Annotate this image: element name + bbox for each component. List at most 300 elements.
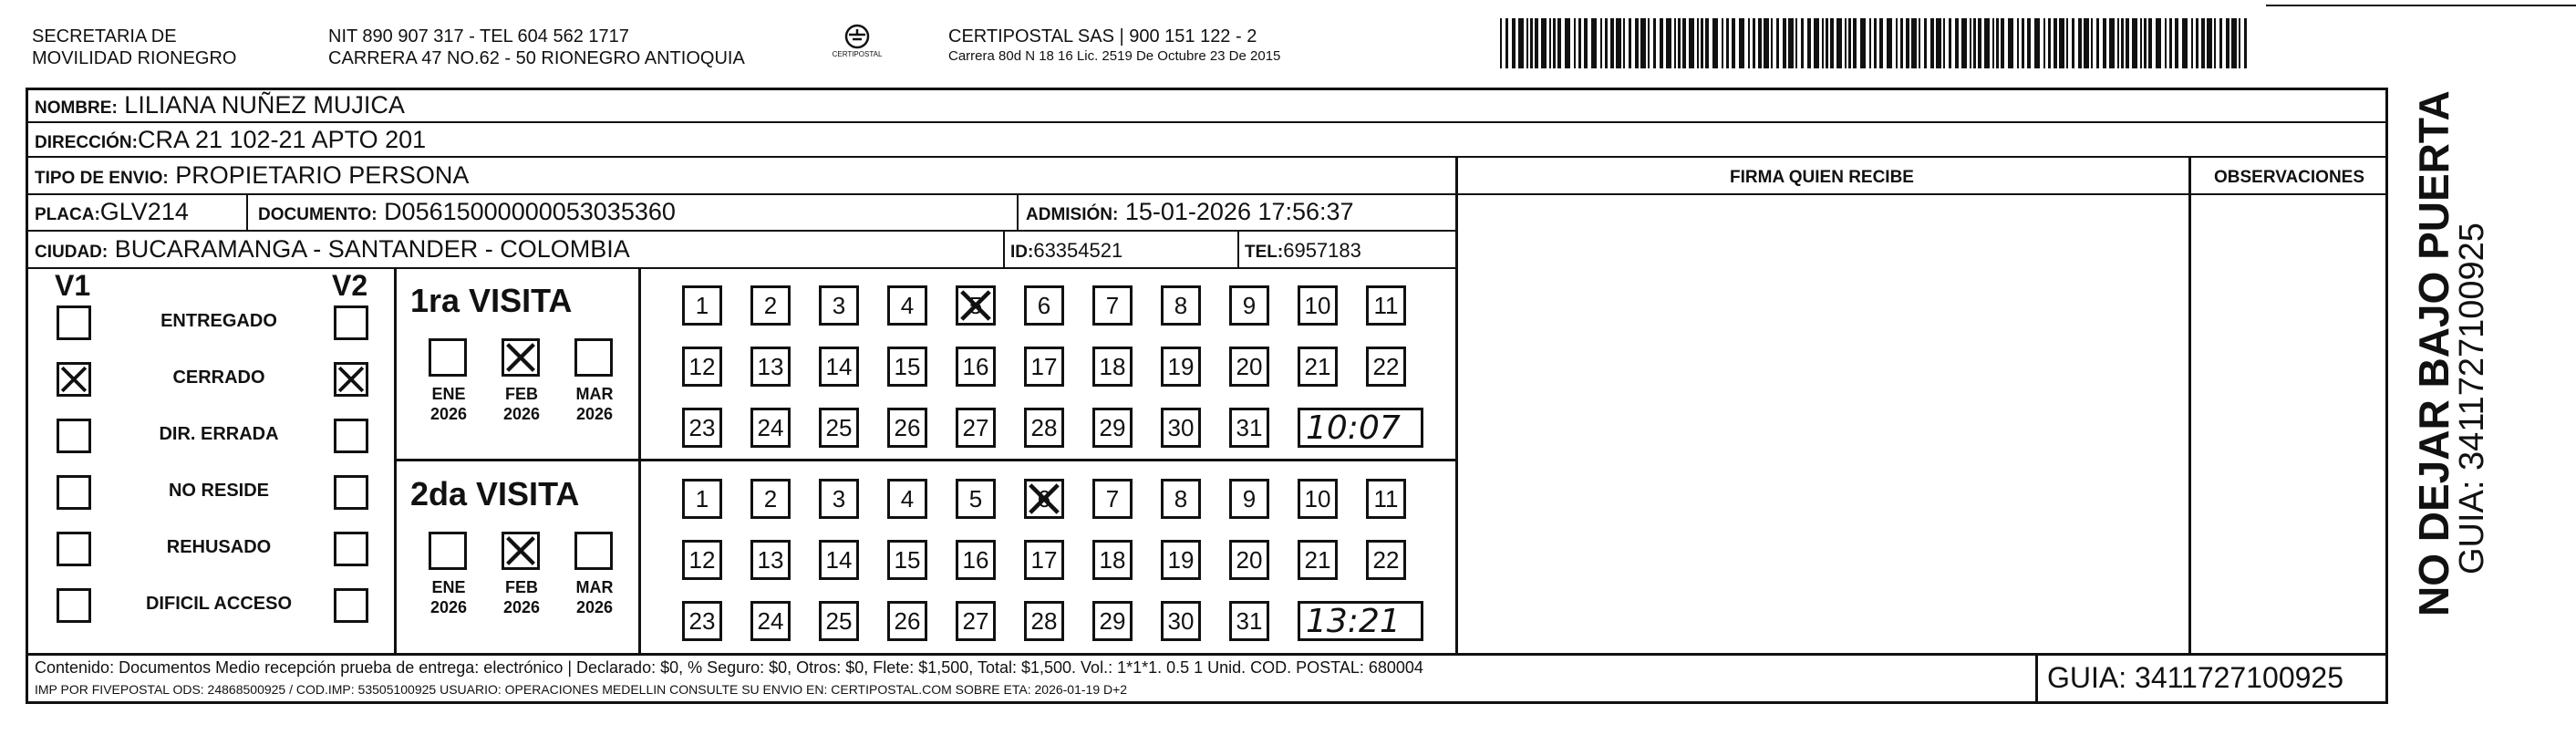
- rule-tipo: [26, 193, 2388, 195]
- day-number: 15: [894, 352, 921, 380]
- barcode-bar: [2231, 18, 2237, 68]
- barcode-bar: [2008, 18, 2013, 68]
- day-box[interactable]: [682, 601, 722, 641]
- admision-label: ADMISIÓN:: [1026, 205, 1119, 224]
- barcode-bar: [1678, 18, 1681, 68]
- status-v1-checkbox[interactable]: [57, 588, 91, 623]
- month-name: ENE: [431, 578, 466, 596]
- visit-time: 13:21: [1306, 602, 1401, 640]
- month-name: MAR: [575, 578, 614, 596]
- day-number: 1: [695, 484, 709, 512]
- day-box[interactable]: [1229, 479, 1269, 519]
- day-number: 28: [1030, 606, 1058, 635]
- barcode-bar: [1605, 18, 1608, 68]
- status-label: ENTREGADO: [160, 311, 277, 331]
- day-number: 16: [962, 352, 989, 380]
- rule-direccion: [26, 156, 2388, 158]
- documento-row: [258, 198, 676, 226]
- barcode-bar: [2054, 18, 2057, 68]
- logo-text: CERTIPOSTAL: [832, 50, 883, 58]
- day-box[interactable]: [819, 540, 859, 580]
- day-number: 11: [1373, 291, 1399, 319]
- day-number: 12: [688, 352, 716, 380]
- barcode-bar: [1973, 18, 1976, 68]
- day-number: 24: [757, 413, 784, 441]
- observaciones-label: OBSERVACIONES: [2213, 168, 2365, 187]
- day-number: 9: [1242, 291, 1257, 319]
- rule-footer: [26, 653, 2388, 656]
- firma-label: FIRMA QUIEN RECIBE: [1730, 168, 1914, 187]
- rule-doc-adm: [1017, 193, 1019, 230]
- day-box[interactable]: [1024, 408, 1064, 448]
- certi-line1: CERTIPOSTAL SAS | 900 151 122 - 2: [948, 26, 1257, 47]
- day-box[interactable]: [1161, 285, 1201, 326]
- rule-visit-mid: [394, 459, 1456, 461]
- barcode-bar: [1814, 18, 1819, 68]
- barcode-bar: [1591, 18, 1597, 68]
- placa-label: PLACA:: [35, 205, 100, 224]
- barcode-bar: [2219, 18, 2222, 68]
- barcode-bar: [1526, 18, 1528, 68]
- day-box[interactable]: [1024, 479, 1064, 519]
- day-box[interactable]: [819, 285, 859, 326]
- barcode-bar: [1887, 18, 1892, 68]
- barcode-bar: [1712, 18, 1718, 68]
- day-number: 30: [1167, 413, 1195, 441]
- day-number: 21: [1304, 545, 1331, 574]
- barcode-bar: [2109, 18, 2115, 68]
- day-box[interactable]: [1024, 347, 1064, 387]
- barcode-bar: [1674, 18, 1676, 68]
- day-box[interactable]: [1161, 347, 1201, 387]
- month-year: 2026: [429, 598, 468, 616]
- day-box[interactable]: [1298, 540, 1338, 580]
- day-box[interactable]: [1298, 479, 1338, 519]
- day-number: 20: [1236, 545, 1263, 574]
- barcode-bar: [1764, 18, 1769, 68]
- rule-placa-doc: [246, 193, 248, 230]
- barcode-bar: [1788, 18, 1794, 68]
- day-box[interactable]: [1229, 540, 1269, 580]
- day-number: 27: [962, 606, 989, 635]
- nombre-row: [35, 91, 405, 119]
- direccion-row: [35, 126, 426, 154]
- day-number: 29: [1099, 413, 1126, 441]
- v2-label: V2: [332, 269, 368, 302]
- day-number: 3: [832, 484, 846, 512]
- barcode-bar: [1996, 18, 1999, 68]
- rule-nombre: [26, 121, 2388, 123]
- visit-time-box: [1298, 408, 1423, 448]
- status-v1-checkbox[interactable]: [57, 532, 91, 566]
- month-checkbox[interactable]: [502, 532, 540, 570]
- barcode-bar: [1874, 18, 1877, 68]
- month-year: 2026: [502, 405, 541, 423]
- day-box[interactable]: [1298, 347, 1338, 387]
- day-box[interactable]: [887, 408, 927, 448]
- visit-time-box: [1298, 601, 1423, 641]
- month-year: 2026: [429, 405, 468, 423]
- barcode-bar: [1879, 18, 1883, 68]
- day-number: 30: [1167, 606, 1195, 635]
- status-label: CERRADO: [172, 368, 265, 388]
- day-box[interactable]: [1092, 347, 1133, 387]
- month-checkbox[interactable]: [429, 532, 467, 570]
- day-number: 26: [894, 413, 921, 441]
- barcode-bar: [1574, 18, 1576, 68]
- status-v1-checkbox[interactable]: [57, 475, 91, 510]
- barcode-bar: [1776, 18, 1779, 68]
- day-box[interactable]: [1366, 479, 1406, 519]
- day-number: 7: [1105, 291, 1120, 319]
- direccion-value: CRA 21 102-21 APTO 201: [137, 126, 427, 153]
- barcode-bar: [1748, 18, 1750, 68]
- day-number: 4: [900, 291, 915, 319]
- barcode-bar: [1836, 18, 1842, 68]
- org-line2: MOVILIDAD RIONEGRO: [32, 48, 237, 68]
- day-box[interactable]: [682, 479, 722, 519]
- tipo-label: TIPO DE ENVIO:: [35, 169, 169, 188]
- barcode-bar: [1549, 18, 1551, 68]
- barcode-bar: [2239, 18, 2240, 68]
- barcode-bar: [1629, 18, 1631, 68]
- barcode-bar: [1911, 18, 1917, 68]
- barcode-bar: [2059, 18, 2064, 68]
- day-number: 7: [1105, 484, 1120, 512]
- barcode-bar: [2169, 18, 2172, 68]
- barcode-bar: [1578, 18, 1581, 68]
- status-label: DIR. ERRADA: [159, 424, 279, 444]
- barcode-bar: [1978, 18, 1981, 68]
- barcode-bar: [2048, 18, 2051, 68]
- x-mark-icon: [504, 341, 537, 374]
- barcode-bar: [1530, 18, 1533, 68]
- barcode-bar: [2066, 18, 2068, 68]
- barcode-bar: [2043, 18, 2045, 68]
- barcode-bar: [1961, 18, 1967, 68]
- barcode-bar: [1600, 18, 1602, 68]
- day-number: 9: [1242, 484, 1257, 512]
- day-box[interactable]: [750, 285, 791, 326]
- month-checkbox[interactable]: [429, 338, 467, 377]
- nombre-label: NOMBRE:: [35, 98, 118, 118]
- rule-ciudad-id: [1003, 230, 1005, 267]
- barcode-bar: [2144, 18, 2147, 68]
- barcode-bar: [1936, 18, 1941, 68]
- top-rule: [2266, 5, 2576, 6]
- day-box[interactable]: [682, 285, 722, 326]
- day-number: 10: [1304, 484, 1331, 512]
- barcode-bar: [1584, 18, 1588, 68]
- month-checkbox[interactable]: [502, 338, 540, 377]
- direccion-label: DIRECCIÓN:: [35, 133, 138, 152]
- tel-value: 6957183: [1283, 239, 1361, 262]
- day-box[interactable]: [1024, 601, 1064, 641]
- day-box[interactable]: [1092, 285, 1133, 326]
- day-box[interactable]: [887, 601, 927, 641]
- day-number: 16: [962, 545, 989, 574]
- barcode-bar: [2121, 18, 2124, 68]
- status-v1-checkbox[interactable]: [57, 362, 91, 397]
- day-box[interactable]: [819, 601, 859, 641]
- barcode-bar: [1505, 18, 1508, 68]
- rule-visit-title: [638, 267, 641, 654]
- day-box[interactable]: [819, 479, 859, 519]
- day-box[interactable]: [956, 540, 996, 580]
- day-number: 17: [1030, 352, 1058, 380]
- day-box[interactable]: [819, 347, 859, 387]
- day-number: 25: [825, 413, 853, 441]
- day-number: 22: [1372, 545, 1400, 574]
- day-box[interactable]: [1161, 540, 1201, 580]
- day-number: 21: [1304, 352, 1331, 380]
- tipo-value: PROPIETARIO PERSONA: [175, 161, 470, 189]
- month-checkbox[interactable]: [574, 532, 613, 570]
- footer-line2: IMP POR FIVEPOSTAL ODS: 24868500925 / COD.IMP: 53505100925 USUARIO: OPERACIONES MEDELLIN CONSULTE SU ENVIO EN: CERTIPOSTAL.COM SOBRE ETA: 2026-01-19 D+2: [35, 682, 1128, 697]
- visit-title: 2da VISITA: [410, 475, 580, 512]
- day-number: 18: [1099, 352, 1126, 380]
- barcode-bar: [2148, 18, 2152, 68]
- barcode-bar: [1739, 18, 1744, 68]
- rule-firma-left: [1455, 156, 1458, 654]
- tel-label: TEL:: [1245, 243, 1284, 262]
- month-year: 2026: [575, 598, 614, 616]
- day-box[interactable]: [1092, 408, 1133, 448]
- day-box[interactable]: [1161, 601, 1201, 641]
- placa-row: [35, 198, 189, 226]
- status-label: REHUSADO: [166, 537, 272, 557]
- rule-id-tel: [1237, 230, 1239, 267]
- day-box[interactable]: [750, 408, 791, 448]
- x-mark-icon: [504, 534, 537, 567]
- day-number: 20: [1236, 352, 1263, 380]
- day-box[interactable]: [1366, 347, 1406, 387]
- barcode-bar: [1830, 18, 1834, 68]
- certipostal-logo: [825, 22, 889, 62]
- day-number: 22: [1372, 352, 1400, 380]
- month-name: ENE: [431, 385, 466, 403]
- day-box[interactable]: [682, 540, 722, 580]
- day-box[interactable]: [956, 285, 996, 326]
- barcode-bar: [1771, 18, 1773, 68]
- day-box[interactable]: [750, 479, 791, 519]
- barcode: [1500, 18, 2257, 68]
- day-box[interactable]: [887, 285, 927, 326]
- barcode-bar: [1689, 18, 1694, 68]
- day-box[interactable]: [1024, 285, 1064, 326]
- barcode-bar: [1726, 18, 1729, 68]
- barcode-bar: [1623, 18, 1625, 68]
- barcode-bar: [2156, 18, 2161, 68]
- day-box[interactable]: [1229, 408, 1269, 448]
- id-row: [1010, 239, 1122, 263]
- side-guia: GUIA: 3411727100925: [2453, 223, 2491, 575]
- day-box[interactable]: [750, 540, 791, 580]
- id-value: 63354521: [1033, 239, 1123, 262]
- barcode-bar: [1860, 18, 1866, 68]
- barcode-bar: [2182, 18, 2188, 68]
- barcode-bar: [2132, 18, 2137, 68]
- day-number: 8: [1174, 484, 1188, 512]
- barcode-bar: [2001, 18, 2004, 68]
- barcode-bar: [1640, 18, 1646, 68]
- status-label: DIFICIL ACCESO: [145, 594, 292, 614]
- barcode-bar: [1535, 18, 1538, 68]
- barcode-bar: [1848, 18, 1851, 68]
- barcode-bar: [1970, 18, 1971, 68]
- day-number: 19: [1167, 352, 1195, 380]
- day-box[interactable]: [1024, 540, 1064, 580]
- day-box[interactable]: [1366, 285, 1406, 326]
- barcode-bar: [2201, 18, 2205, 68]
- day-number: 13: [757, 352, 784, 380]
- barcode-bar: [1722, 18, 1723, 68]
- day-box[interactable]: [1092, 479, 1133, 519]
- barcode-bar: [1943, 18, 1945, 68]
- day-number: 11: [1373, 484, 1399, 512]
- barcode-bar: [1500, 18, 1502, 68]
- day-number: 18: [1099, 545, 1126, 574]
- barcode-bar: [1732, 18, 1735, 68]
- visit-title: 1ra VISITA: [410, 282, 573, 319]
- day-number: 31: [1236, 606, 1263, 635]
- day-box[interactable]: [1229, 601, 1269, 641]
- id-label: ID:: [1010, 243, 1034, 262]
- barcode-bar: [1705, 18, 1709, 68]
- day-number: 12: [688, 545, 716, 574]
- barcode-bar: [1635, 18, 1639, 68]
- day-number: 26: [894, 606, 921, 635]
- documento-label: DOCUMENTO:: [258, 205, 378, 224]
- barcode-bar: [1984, 18, 1990, 68]
- day-box[interactable]: [750, 347, 791, 387]
- admision-value: 15-01-2026 17:56:37: [1124, 198, 1354, 225]
- barcode-bar: [1795, 18, 1797, 68]
- barcode-bar: [2022, 18, 2024, 68]
- day-number: 5: [968, 291, 983, 319]
- rule-placa: [26, 230, 1457, 232]
- barcode-bar: [2034, 18, 2040, 68]
- barcode-bar: [1826, 18, 1828, 68]
- tel-row: [1245, 239, 1361, 263]
- day-number: 13: [757, 545, 784, 574]
- day-number: 8: [1174, 291, 1188, 319]
- day-box[interactable]: [1366, 540, 1406, 580]
- barcode-bar: [1753, 18, 1755, 68]
- barcode-bar: [2196, 18, 2198, 68]
- day-number: 25: [825, 606, 853, 635]
- ciudad-value: BUCARAMANGA - SANTANDER - COLOMBIA: [114, 235, 630, 263]
- day-number: 23: [688, 606, 716, 635]
- day-box[interactable]: [956, 601, 996, 641]
- day-box[interactable]: [1161, 408, 1201, 448]
- barcode-bar: [1660, 18, 1663, 68]
- day-box[interactable]: [1229, 347, 1269, 387]
- day-number: 2: [763, 484, 778, 512]
- barcode-bar: [2244, 18, 2247, 68]
- month-name: FEB: [505, 578, 538, 596]
- day-box[interactable]: [887, 479, 927, 519]
- day-box[interactable]: [1092, 540, 1133, 580]
- day-number: 31: [1236, 413, 1263, 441]
- org-line1: SECRETARIA DE: [32, 26, 177, 47]
- day-number: 6: [1037, 291, 1051, 319]
- day-number: 1: [695, 291, 709, 319]
- day-number: 10: [1304, 291, 1331, 319]
- certi-line2: Carrera 80d N 18 16 Lic. 2519 De Octubre 23 De 2015: [948, 48, 1281, 64]
- barcode-bar: [1896, 18, 1898, 68]
- day-box[interactable]: [750, 601, 791, 641]
- day-box[interactable]: [956, 408, 996, 448]
- barcode-bar: [1906, 18, 1909, 68]
- day-box[interactable]: [1092, 601, 1133, 641]
- barcode-bar: [2214, 18, 2216, 68]
- header-certi: [948, 26, 1280, 66]
- day-box[interactable]: [819, 408, 859, 448]
- ciudad-label: CIUDAD:: [35, 243, 109, 262]
- barcode-bar: [2072, 18, 2074, 68]
- placa-value: GLV214: [99, 198, 189, 225]
- admision-row: [1026, 198, 1354, 226]
- day-box[interactable]: [1229, 285, 1269, 326]
- barcode-bar: [2140, 18, 2142, 68]
- footer-line1: Contenido: Documentos Medio recepción prueba de entrega: electrónico | Declarado: $0, % Seguro: $0, Otros: $0, Flete: $1,500, Total: $1,500. Vol.: 1*1*1. 0.5 1 Unid. COD. POSTAL: 680004: [35, 658, 1423, 677]
- day-box[interactable]: [1298, 285, 1338, 326]
- day-box[interactable]: [1161, 479, 1201, 519]
- barcode-bar: [1666, 18, 1671, 68]
- month-checkbox[interactable]: [574, 338, 613, 377]
- barcode-bar: [1869, 18, 1871, 68]
- status-v1-checkbox[interactable]: [57, 419, 91, 453]
- day-number: 4: [900, 484, 915, 512]
- barcode-bar: [2207, 18, 2212, 68]
- barcode-bar: [1653, 18, 1656, 68]
- rule-ciudad: [26, 267, 1457, 269]
- day-number: 24: [757, 606, 784, 635]
- day-number: 14: [825, 545, 853, 574]
- day-box[interactable]: [887, 540, 927, 580]
- month-year: 2026: [575, 405, 614, 423]
- barcode-bar: [2027, 18, 2031, 68]
- day-box[interactable]: [956, 347, 996, 387]
- header-org: [32, 26, 236, 69]
- barcode-bar: [1919, 18, 1920, 68]
- barcode-bar: [1822, 18, 1824, 68]
- day-number: 28: [1030, 413, 1058, 441]
- barcode-bar: [2165, 18, 2167, 68]
- status-v1-checkbox[interactable]: [57, 305, 91, 340]
- barcode-bar: [2175, 18, 2178, 68]
- day-number: 14: [825, 352, 853, 380]
- barcode-bar: [1541, 18, 1547, 68]
- side-warning: NO DEJAR BAJO PUERTA: [2410, 90, 2457, 616]
- barcode-bar: [1701, 18, 1703, 68]
- barcode-bar: [2017, 18, 2019, 68]
- day-box[interactable]: [887, 347, 927, 387]
- day-box[interactable]: [682, 408, 722, 448]
- barcode-bar: [1853, 18, 1857, 68]
- barcode-bar: [1949, 18, 1951, 68]
- barcode-bar: [1518, 18, 1524, 68]
- rule-guia-box: [2035, 653, 2038, 704]
- barcode-bar: [2091, 18, 2093, 68]
- barcode-bar: [1610, 18, 1614, 68]
- day-box[interactable]: [956, 479, 996, 519]
- day-number: 6: [1037, 484, 1051, 512]
- documento-value: D05615000000053035360: [384, 198, 676, 225]
- day-number: 23: [688, 413, 716, 441]
- day-box[interactable]: [682, 347, 722, 387]
